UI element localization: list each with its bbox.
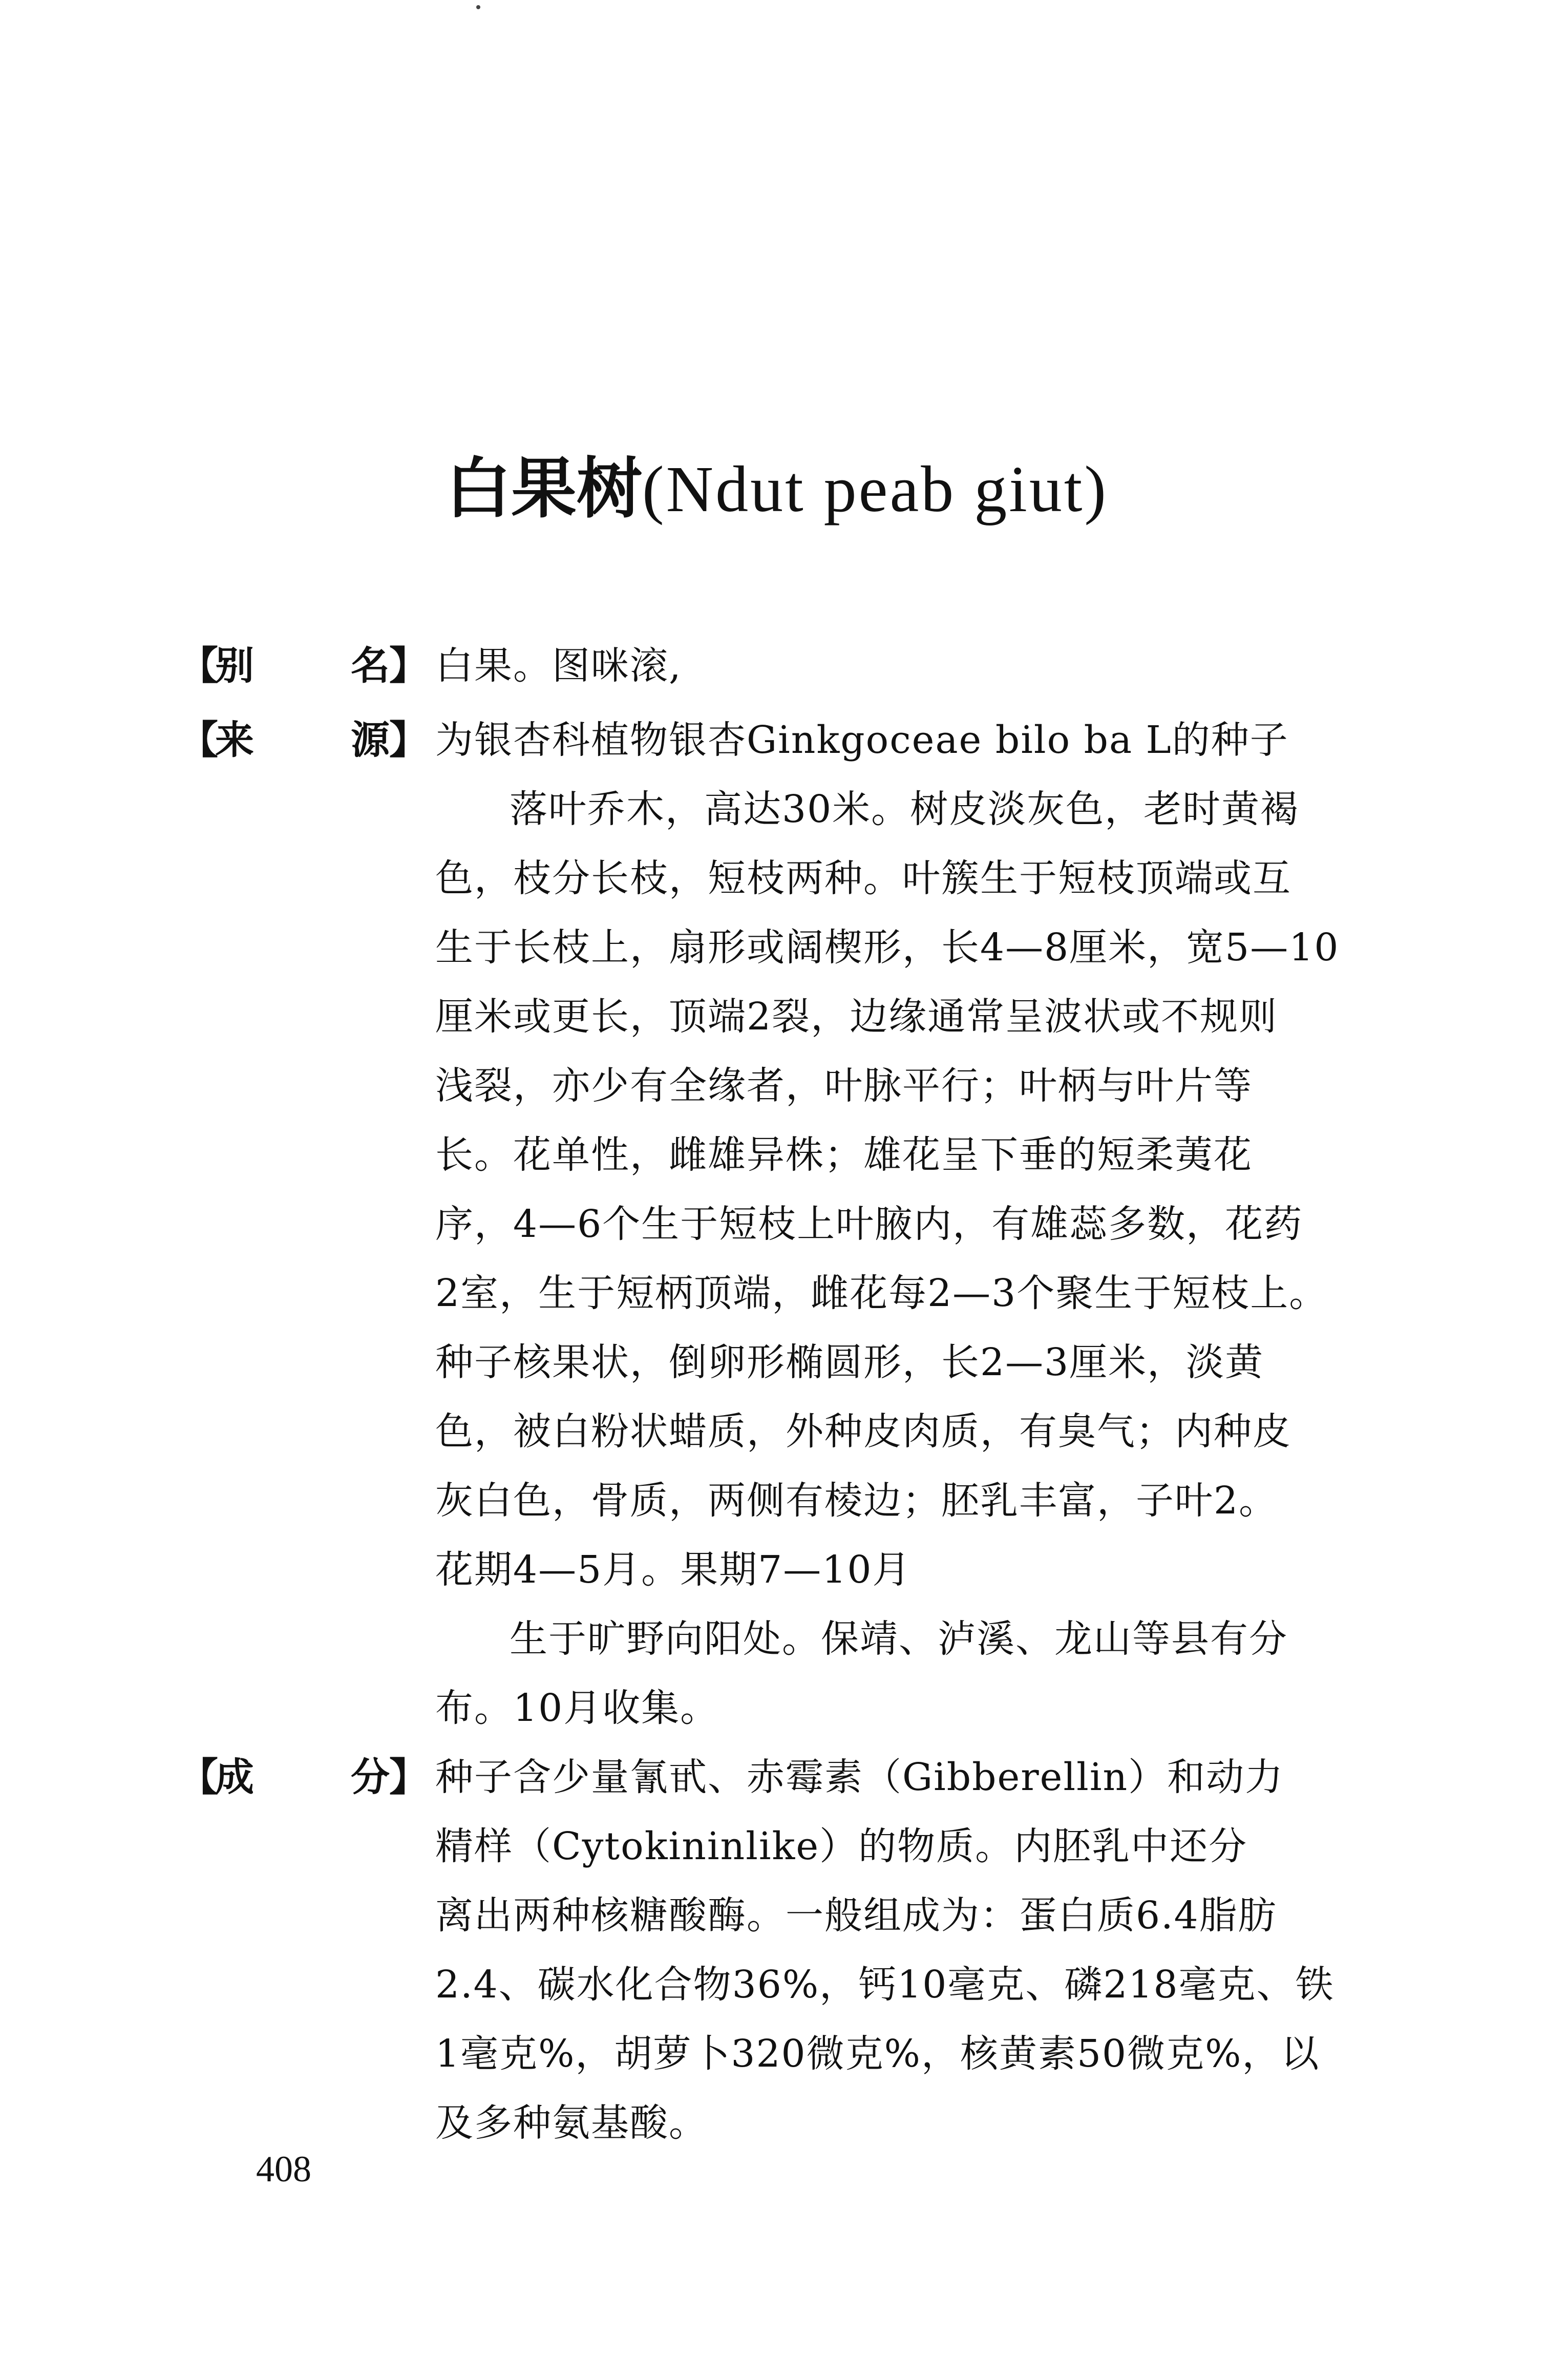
components-text-line: 种子含少量氰甙、赤霉素（Gibberellin）和动力 <box>435 1755 1284 1799</box>
entry-title-romanized: (Ndut peab giut) <box>642 453 1109 525</box>
scan-speck <box>476 5 480 9</box>
alias-text-line: 白果。图咪滚, <box>435 644 682 688</box>
source-text-line: 长。花单性，雌雄异株；雄花呈下垂的短柔荑花 <box>435 1133 1253 1177</box>
components-text-line: 离出两种核糖酸酶。一般组成为：蛋白质6.4脂肪 <box>435 1893 1277 1938</box>
source-text-line: 厘米或更长，顶端2裂，边缘通常呈波状或不规则 <box>435 995 1278 1039</box>
source-text-line: 布。10月收集。 <box>435 1686 719 1730</box>
source-text-line: 2室，生于短柄顶端，雌花每2—3个聚生于短枝上。 <box>435 1271 1328 1315</box>
label-bracket-close: 】 <box>389 643 428 688</box>
label-bracket-open: 【 <box>179 717 218 763</box>
label-char-1: 来 <box>215 717 254 763</box>
label-bracket-open: 【 <box>179 1754 218 1800</box>
components-text-line: 及多种氨基酸。 <box>435 2101 708 2145</box>
source-text-line: 花期4—5月。果期7—10月 <box>435 1548 912 1592</box>
source-text-line: 灰白色，骨质，两侧有棱边；胚乳丰富，子叶2。 <box>435 1479 1278 1523</box>
label-char-1: 成 <box>215 1754 254 1800</box>
page-number: 408 <box>256 2149 311 2190</box>
label-bracket-open: 【 <box>179 643 218 688</box>
components-text-line: 2.4、碳水化合物36%，钙10毫克、磷218毫克、铁 <box>435 1963 1334 2007</box>
source-text-line: 为银杏科植物银杏Ginkgoceae bilo ba L的种子 <box>435 718 1289 762</box>
label-char-1: 别 <box>215 643 254 688</box>
label-bracket-close: 】 <box>389 1754 428 1800</box>
label-bracket-close: 】 <box>389 717 428 763</box>
source-text-line: 浅裂，亦少有全缘者，叶脉平行；叶柄与叶片等 <box>435 1064 1253 1108</box>
source-text-line: 种子核果状，倒卵形椭圆形，长2—3厘米，淡黄 <box>435 1340 1264 1384</box>
entry-title <box>446 451 1214 528</box>
components-text-line: 1毫克%，胡萝卜320微克%，核黄素50微克%，以 <box>435 2032 1320 2076</box>
label-char-2: 名 <box>351 643 390 688</box>
source-text-line: 生于旷野向阳处。保靖、泸溪、龙山等县有分 <box>510 1617 1288 1661</box>
source-text-line: 色，枝分长枝，短枝两种。叶簇生于短枝顶端或互 <box>435 856 1291 900</box>
source-text-line: 落叶乔木，高达30米。树皮淡灰色，老时黄褐 <box>510 787 1300 831</box>
source-text-line: 序，4—6个生于短枝上叶腋内，有雄蕊多数，花药 <box>435 1202 1303 1246</box>
source-text-line: 生于长枝上，扇形或阔楔形，长4—8厘米，宽5—10 <box>435 925 1340 970</box>
label-char-2: 源 <box>351 717 390 763</box>
source-text-line: 色，被白粉状蜡质，外种皮肉质，有臭气；内种皮 <box>435 1409 1291 1454</box>
components-text-line: 精样（Cytokininlike）的物质。内胚乳中还分 <box>435 1824 1248 1868</box>
entry-title-chinese: 白果树 <box>446 451 643 527</box>
label-char-2: 分 <box>351 1754 390 1800</box>
